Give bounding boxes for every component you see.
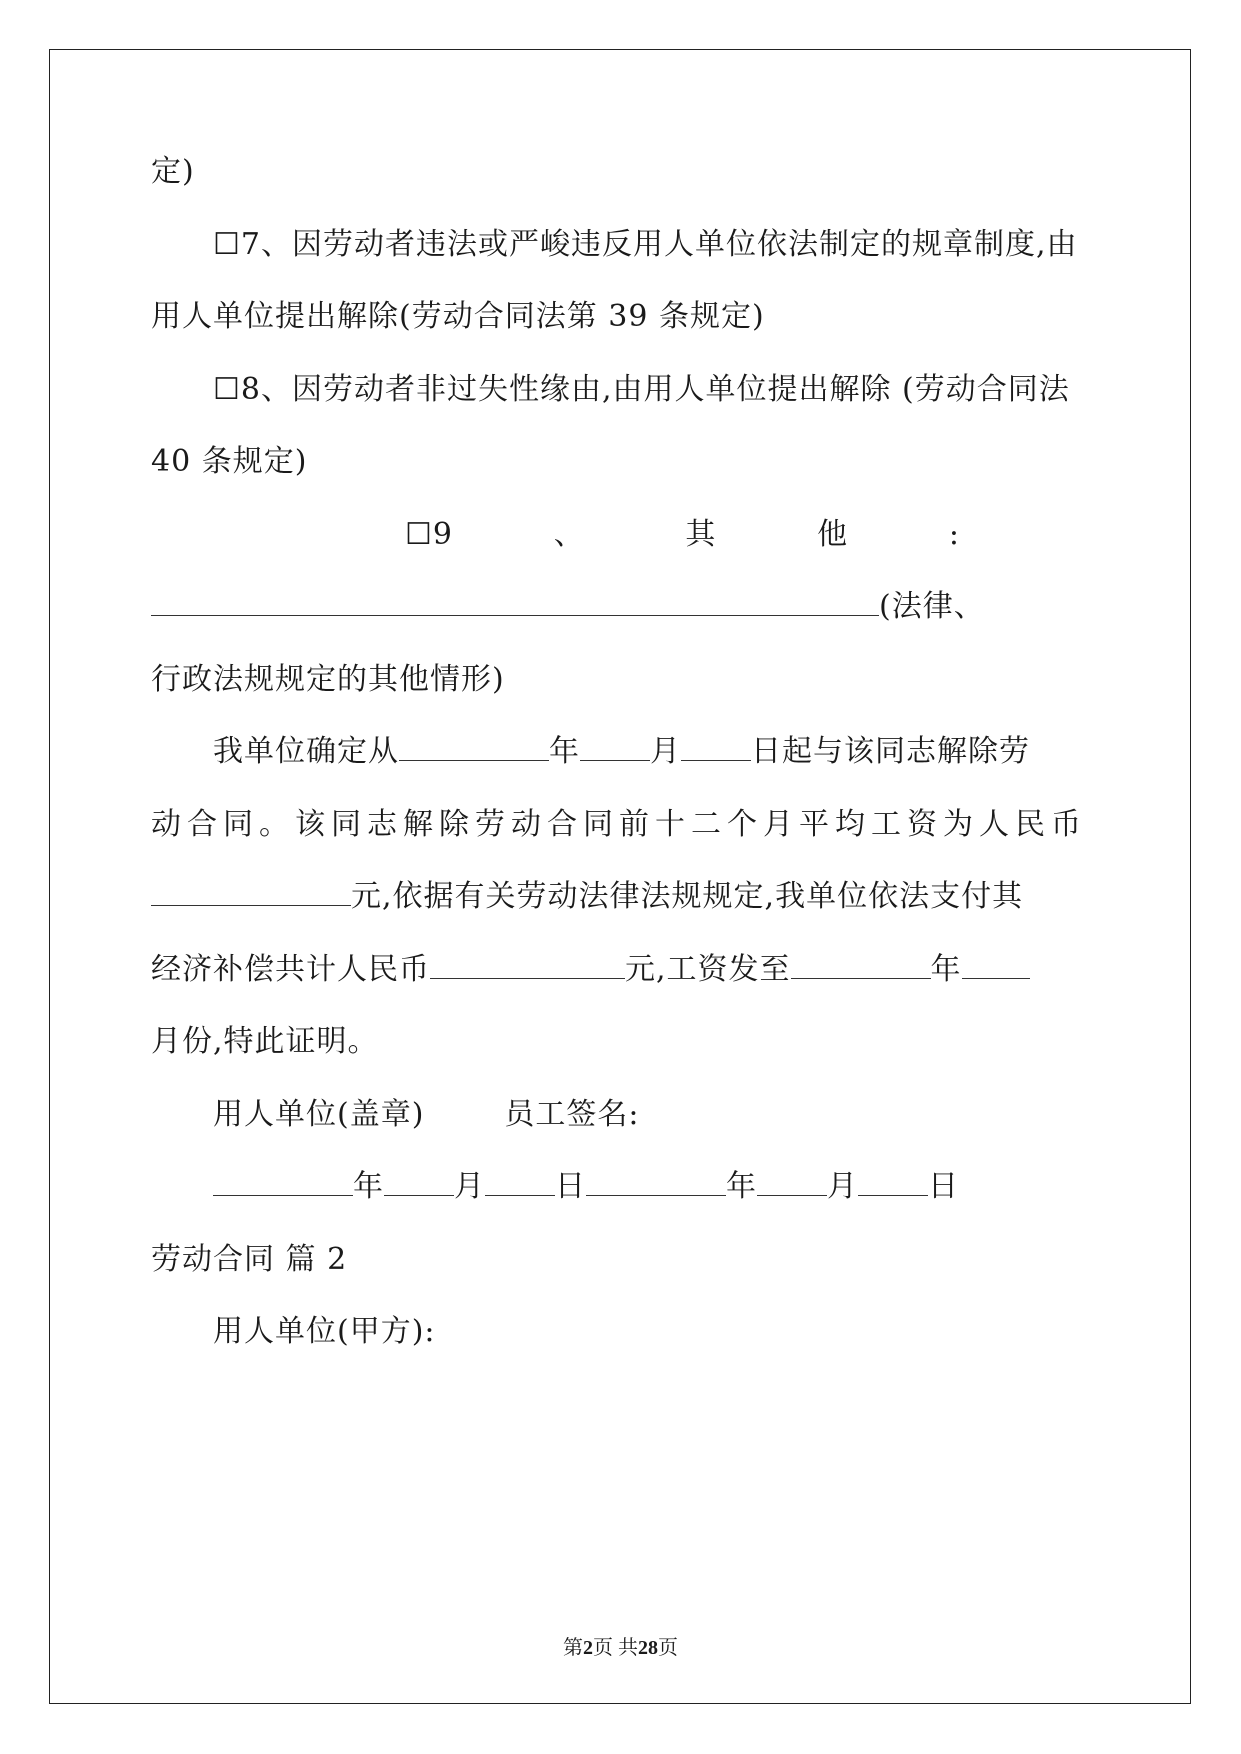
blank-field	[151, 877, 351, 906]
text-segment: 日起与该同志解除劳	[751, 734, 1030, 769]
footer-prefix: 第	[563, 1637, 583, 1659]
blank-field	[791, 950, 931, 979]
clause-9-part: 其	[685, 517, 717, 552]
footer-mid: 页 共	[593, 1637, 638, 1659]
text-segment: 月	[454, 1169, 485, 1204]
clause-9-part: ☐9	[405, 517, 453, 552]
blank-field	[858, 1167, 928, 1196]
blank-field	[580, 732, 650, 761]
employer-party-label: 用人单位(甲方):	[213, 1314, 436, 1349]
text-segment: (法律、	[879, 589, 985, 624]
salary-line	[151, 877, 1091, 917]
termination-date-line	[213, 732, 1153, 772]
text-segment: 月	[650, 734, 681, 769]
signature-dates	[213, 1167, 1153, 1207]
text-segment: 经济补偿共计人民币	[151, 952, 430, 987]
text-segment: 年	[353, 1169, 384, 1204]
blank-field	[681, 732, 751, 761]
text-segment: 我单位确定从	[213, 734, 399, 769]
total-pages: 28	[638, 1637, 658, 1659]
text-line: 行政法规规定的其他情形)	[151, 662, 505, 697]
blank-field	[962, 950, 1030, 979]
text-line: 月份,特此证明。	[151, 1024, 379, 1059]
blank-field	[485, 1167, 555, 1196]
page-footer	[0, 1631, 1241, 1660]
text-line: 用人单位提出解除(劳动合同法第 39 条规定)	[151, 299, 765, 334]
text-segment: 年	[930, 952, 962, 987]
compensation-line	[151, 950, 1091, 990]
blank-field	[757, 1167, 827, 1196]
text-segment: 月	[827, 1169, 858, 1204]
section-heading: 劳动合同 篇 2	[151, 1242, 348, 1277]
text-segment: 年	[549, 734, 580, 769]
blank-field	[430, 950, 625, 979]
text-segment: 元,工资发至	[625, 952, 791, 987]
employer-seal-label: 用人单位(盖章)	[213, 1097, 425, 1132]
clause-9-part: 、	[553, 517, 585, 552]
text-segment: 日	[928, 1169, 959, 1204]
blank-field	[213, 1167, 353, 1196]
text-segment: 元,依据有关劳动法律法规规定,我单位依法支付其	[351, 879, 1024, 914]
page-number: 2	[583, 1637, 593, 1659]
clause-9-part: 他	[817, 517, 849, 552]
blank-field	[151, 587, 879, 616]
other-line	[151, 587, 1091, 627]
blank-field	[586, 1167, 726, 1196]
blank-field	[384, 1167, 454, 1196]
text-line: 40 条规定)	[151, 444, 308, 479]
clause-9-part: :	[948, 517, 960, 552]
employee-signature-label: 员工签名:	[504, 1097, 640, 1132]
blank-field	[399, 732, 549, 761]
text-line: 定)	[151, 154, 195, 189]
clause-9	[405, 515, 960, 555]
clause-7: ☐7、因劳动者违法或严峻违反用人单位依法制定的规章制度,由	[213, 227, 1078, 262]
signature-labels	[213, 1095, 1153, 1135]
text-segment: 日	[555, 1169, 586, 1204]
footer-suffix: 页	[658, 1637, 678, 1659]
clause-8: ☐8、因劳动者非过失性缘由,由用人单位提出解除 (劳动合同法	[213, 372, 1070, 407]
text-line: 动合同。该同志解除劳动合同前十二个月平均工资为人民币	[151, 807, 1087, 842]
text-segment: 年	[726, 1169, 757, 1204]
